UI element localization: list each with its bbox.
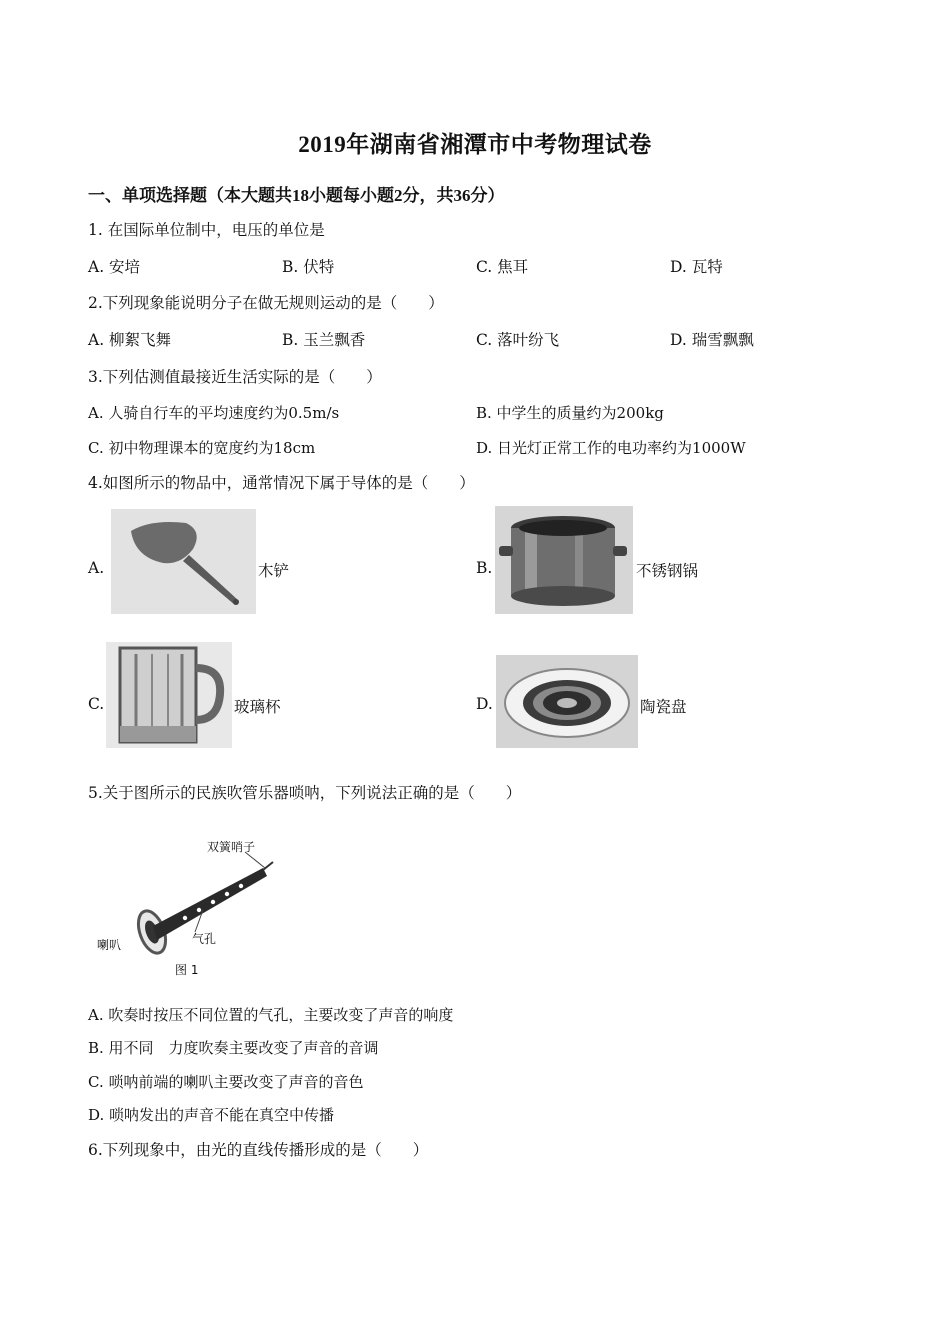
q5-option-a: A. 吹奏时按压不同位置的气孔，主要改变了声音的响度 — [88, 1006, 454, 1024]
q3-option-a: A. 人骑自行车的平均速度约为0.5m/s — [88, 404, 340, 422]
q5-option-b: B. 用不同 力度吹奏主要改变了声音的音调 — [88, 1039, 379, 1057]
q2-option-a: A. 柳絮飞舞 — [88, 331, 172, 349]
q1-option-b: B. 伏特 — [282, 258, 335, 276]
question-3-stem: 3.下列估测值最接近生活实际的是（ ） — [88, 368, 382, 386]
q4-option-c-label: 玻璃杯 — [234, 698, 281, 716]
figure-caption: 图 1 — [175, 963, 199, 977]
q1-option-c: C. 焦耳 — [476, 258, 529, 276]
q4-option-b-label: 不锈钢锅 — [636, 562, 699, 580]
glass-mug-image — [106, 642, 232, 748]
steel-pot-image — [495, 506, 633, 614]
suona-reed-label: 双簧哨子 — [207, 840, 256, 854]
q4-option-b-letter: B. — [476, 559, 493, 577]
wooden-spatula-image — [111, 509, 256, 614]
question-2-stem: 2.下列现象能说明分子在做无规则运动的是（ ） — [88, 294, 444, 312]
q4-option-d-label: 陶瓷盘 — [640, 698, 687, 716]
suona-hole-label: 气孔 — [192, 932, 217, 946]
suona-bell-label: 喇叭 — [97, 938, 122, 952]
question-4-stem: 4.如图所示的物品中，通常情况下属于导体的是（ ） — [88, 474, 475, 492]
question-5-stem: 5.关于图所示的民族吹管乐器唢呐，下列说法正确的是（ ） — [88, 784, 522, 802]
q5-option-c: C. 唢呐前端的喇叭主要改变了声音的音色 — [88, 1073, 364, 1091]
q4-option-c-letter: C. — [88, 695, 105, 713]
ceramic-plate-image — [496, 655, 638, 748]
q2-option-c: C. 落叶纷飞 — [476, 331, 560, 349]
q1-option-d: D. 瓦特 — [670, 258, 723, 276]
q5-option-d: D. 唢呐发出的声音不能在真空中传播 — [88, 1106, 335, 1124]
section-heading: 一、单项选择题（本大题共18小题每小题2分，共36分） — [88, 186, 505, 205]
q4-option-d-letter: D. — [476, 695, 493, 713]
suona-figure — [95, 830, 285, 980]
question-6-stem: 6.下列现象中，由光的直线传播形成的是（ ） — [88, 1141, 429, 1159]
question-1-stem: 1. 在国际单位制中，电压的单位是 — [88, 221, 325, 239]
q4-option-a-letter: A. — [88, 559, 105, 577]
q3-option-d: D. 日光灯正常工作的电功率约为1000W — [476, 439, 746, 457]
q2-option-b: B. 玉兰飘香 — [282, 331, 366, 349]
q4-option-a-label: 木铲 — [258, 562, 290, 580]
q1-option-a: A. 安培 — [88, 258, 141, 276]
page-title: 2019年湖南省湘潭市中考物理试卷 — [298, 132, 652, 157]
q3-option-c: C. 初中物理课本的宽度约为18cm — [88, 439, 316, 457]
q3-option-b: B. 中学生的质量约为200kg — [476, 404, 664, 422]
q2-option-d: D. 瑞雪飘飘 — [670, 331, 754, 349]
